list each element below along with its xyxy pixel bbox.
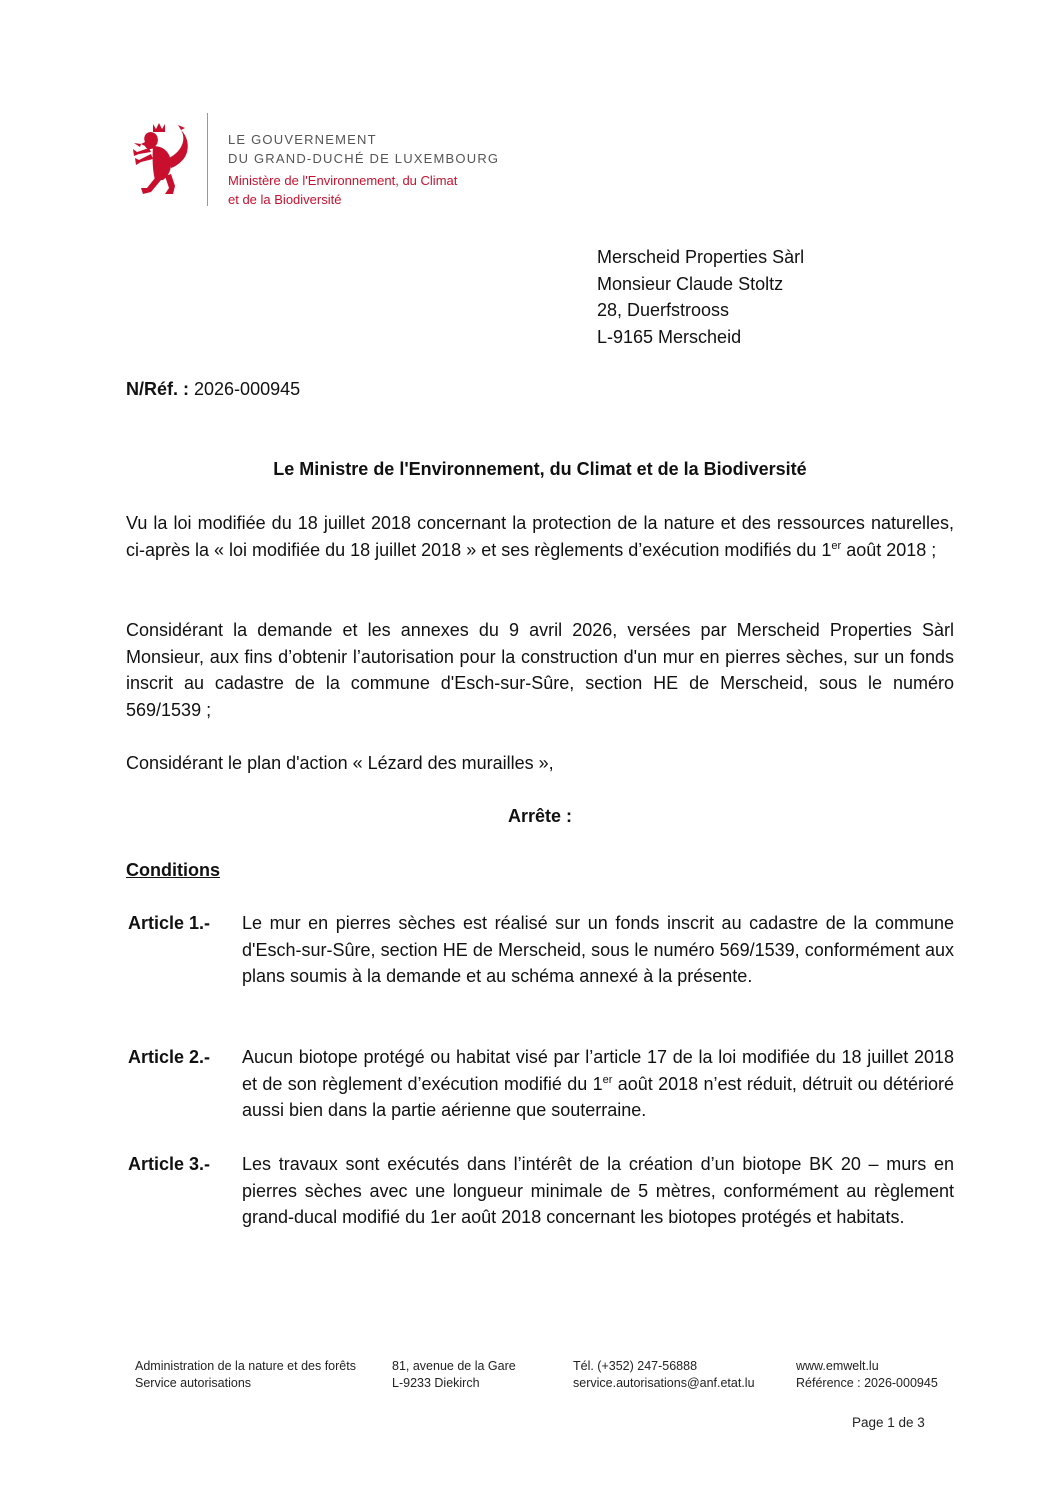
recipient-street: 28, Duerfstrooss [597, 300, 730, 320]
page-number: Page 1 de 3 [852, 1415, 925, 1430]
red-lion-coat-of-arms-icon [131, 122, 191, 198]
footer-email-link[interactable]: service.autorisations@anf.etat.lu [573, 1376, 755, 1390]
reference-label: N/Réf. : [126, 379, 189, 399]
government-name-line1: LE GOUVERNEMENT [228, 132, 377, 147]
reference-value: 2026-000945 [194, 379, 301, 399]
consideration-paragraph-3: Considérant le plan d'action « Lézard des murailles », [126, 753, 554, 773]
header-divider [207, 113, 208, 206]
article-1-text: Le mur en pierres sèches est réalisé sur un fonds inscrit au cadastre de la commune d'Esch-sur-Sûre, section HE de Merscheid, sous le numéro 569/1539, conformément aux plans soumis à la demande et au schéma annexé à la présente. [242, 913, 954, 986]
footer-website [796, 1358, 938, 1392]
recipient-company: Merscheid Properties Sàrl [597, 247, 805, 267]
ministry-name-line1: Ministère de l'Environnement, du Climat [228, 173, 458, 188]
recipient-person: Monsieur Claude Stoltz [597, 273, 784, 294]
article-2-label: Article 2.- [128, 1047, 211, 1067]
footer-reference: Référence : 2026-000945 [796, 1376, 938, 1390]
article-3-text: Les travaux sont exécutés dans l’intérêt de la création d’un biotope BK 20 – murs en pierres sèches avec une longueur minimale de 5 mètres, conformément au règlement grand-ducal modifié du 1er août 2018 concernant les biotopes protégés et habitats. [242, 1154, 954, 1227]
article-3-label: Article 3.- [128, 1154, 211, 1174]
article-2-text: Aucun biotope protégé ou habitat visé par l’article 17 de la loi modifiée du 18 juillet 2018 et de son règlement d’exécution modifié du 1er août 2018 n’est réduit, détruit ou détérioré aussi bien dans la partie aérienne que souterraine. [242, 1047, 954, 1120]
footer-website-link[interactable]: www.emwelt.lu [796, 1359, 879, 1373]
footer-organisation: Administration de la nature et des forêts Service autorisations [135, 1359, 356, 1390]
footer-address: 81, avenue de la Gare L-9233 Diekirch [392, 1359, 516, 1390]
consideration-paragraph-2: Considérant la demande et les annexes du 9 avril 2026, versées par Merscheid Properties Sàrl Monsieur, aux fins d’obtenir l’autorisation pour la construction d'un mur en pierres sèches, sur un fonds inscrit au cadastre de la commune d'Esch-sur-Sûre, section HE de Merscheid, sous le numéro 569/1539 ; [126, 620, 954, 720]
consideration-paragraph-1: Vu la loi modifiée du 18 juillet 2018 concernant la protection de la nature et des ressources naturelles, ci-après la « loi modifiée du 18 juillet 2018 » et ses règlements d’exécution modifiés du 1er août 2018 ; [126, 513, 954, 560]
government-name-line2: DU GRAND-DUCHÉ DE LUXEMBOURG [228, 151, 500, 166]
recipient-city: L-9165 Merscheid [597, 326, 742, 347]
reference-line [126, 376, 300, 403]
footer-contact: Tél. (+352) 247-56888 service.autorisations@anf.etat.lu [573, 1359, 755, 1390]
document-title: Le Ministre de l'Environnement, du Climat et de la Biodiversité [273, 459, 807, 479]
recipient-address [597, 244, 804, 350]
section-heading: Conditions [126, 860, 220, 880]
article-1-label: Article 1.- [128, 913, 211, 933]
ministry-name-line2: et de la Biodiversité [228, 192, 342, 207]
decision-heading: Arrête : [507, 806, 573, 826]
